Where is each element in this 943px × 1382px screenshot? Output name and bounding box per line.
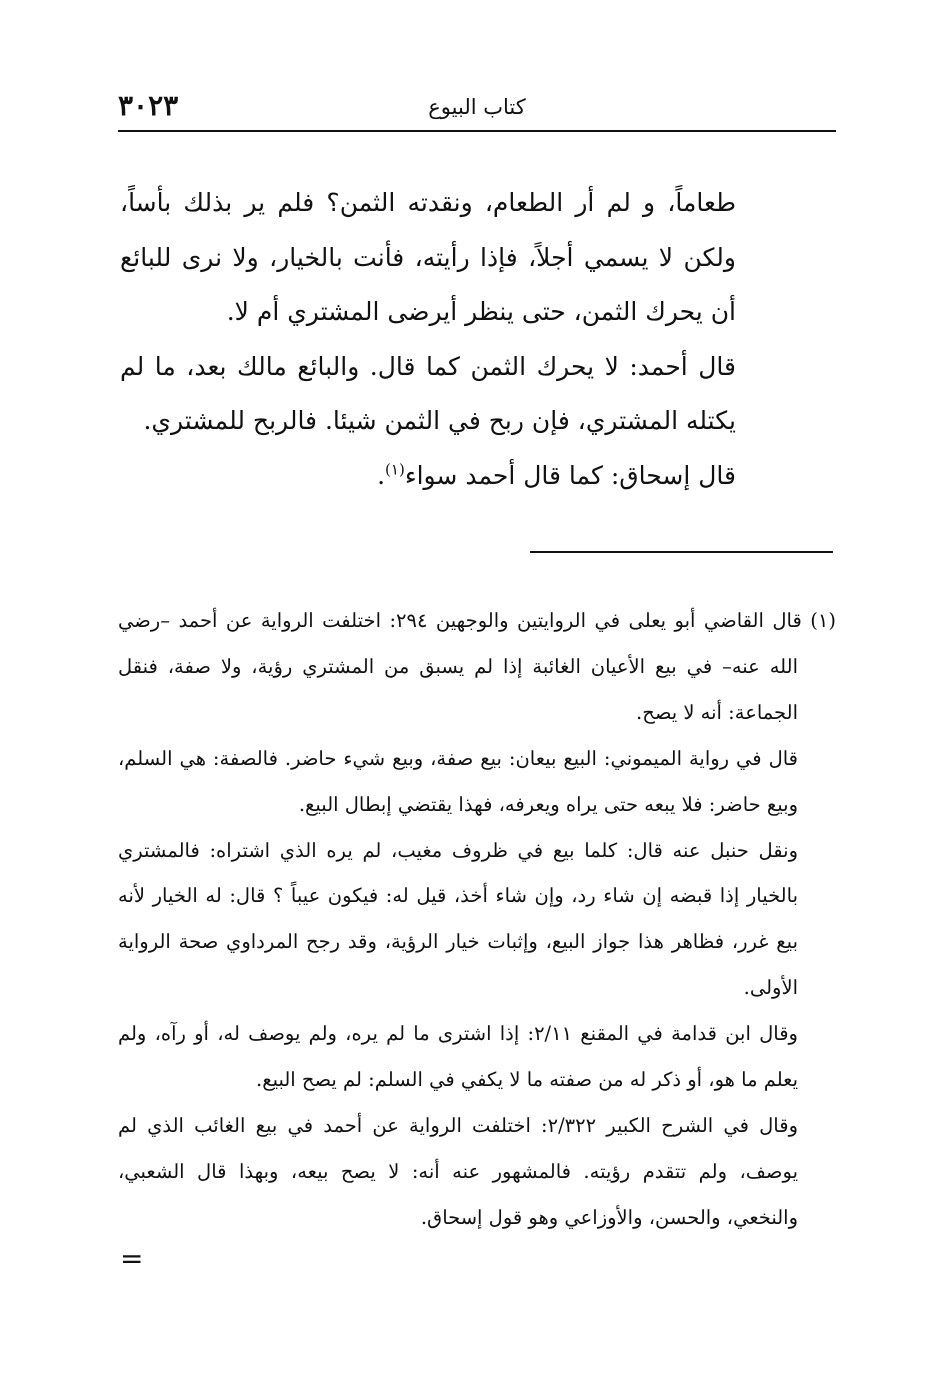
footnote-paragraph: ونقل حنبل عنه قال: كلما بيع في ظروف مغيب، لم يره الذي اشتراه: فالمشتري بالخيار إذا قبضه إن شاء رد، وإن شاء أخذ، قيل له: فيكون عيباً ؟ قال: له الخيار لأنه بيع غرر، فظاهر هذا جواز البيع، وإثبات خيار الرؤية، وقد رجح المرداوي صحة الرواية الأولى. — [118, 838, 798, 1000]
footnote-reference: (١) — [385, 460, 405, 479]
main-paragraph: قال أحمد: لا يحرك الثمن كما قال. والبائع مالك بعد، ما لم يكتله المشتري، فإن ربح في الثمن شيئا. فالربح للمشتري. — [120, 351, 736, 435]
main-paragraph-end: . — [377, 460, 386, 490]
main-text — [120, 176, 736, 503]
footnote-paragraph — [118, 598, 836, 736]
footnote-paragraph: قال في رواية الميموني: البيع بيعان: بيع صفة، وبيع شيء حاضر. فالصفة: هي السلم، وبيع حاضر: فلا يبعه حتى يراه ويعرفه، فهذا يقتضي إبطال البيع. — [118, 746, 798, 816]
footnote-paragraph: وقال في الشرح الكبير ٢/٣٢٢: اختلفت الرواية عن أحمد في بيع الغائب الذي لم يوصف، ولم تتقدم رؤيته. فالمشهور عنه أنه: لا يصح بيعه، وبهذا قال الشعبي، والنخعي، والحسن، والأوزاعي وهو قول إسحاق. — [118, 1113, 798, 1229]
footnote-marker: (١) — [810, 609, 836, 632]
page-header — [118, 88, 836, 128]
page-number: ٣٠٢٣ — [118, 89, 179, 122]
footnotes — [118, 598, 836, 1241]
footnote-paragraph: وقال ابن قدامة في المقنع ٢/١١: إذا اشترى ما لم يره، ولم يوصف له، أو رآه، ولم يعلم ما هو، أو ذكر له من صفته ما لا يكفي في السلم: لم يصح البيع. — [118, 1022, 798, 1092]
main-paragraph — [120, 449, 736, 504]
footnote-text: قال القاضي أبو يعلى في الروايتين والوجهين ٢٩٤: اختلفت الرواية عن أحمد –رضي الله عنه– في بيع الأعيان الغائبة إذا لم يسبق من المشتري رؤية، ولا صفة، فنقل الجماعة: أنه لا يصح. — [118, 609, 802, 724]
footnote-separator — [530, 551, 833, 553]
main-paragraph-text: قال إسحاق: كما قال أحمد سواء — [404, 460, 736, 490]
continuation-mark: = — [120, 1242, 144, 1275]
main-paragraph: طعاماً، و لم أر الطعام، ونقدته الثمن؟ فلم ير بذلك بأساً، ولكن لا يسمي أجلاً، فإذا رأيته، فأنت بالخيار، ولا نرى للبائع أن يحرك الثمن، حتى ينظر أيرضى المشتري أم لا. — [120, 188, 736, 326]
running-title: كتاب البيوع — [428, 95, 526, 119]
header-rule — [118, 130, 836, 132]
